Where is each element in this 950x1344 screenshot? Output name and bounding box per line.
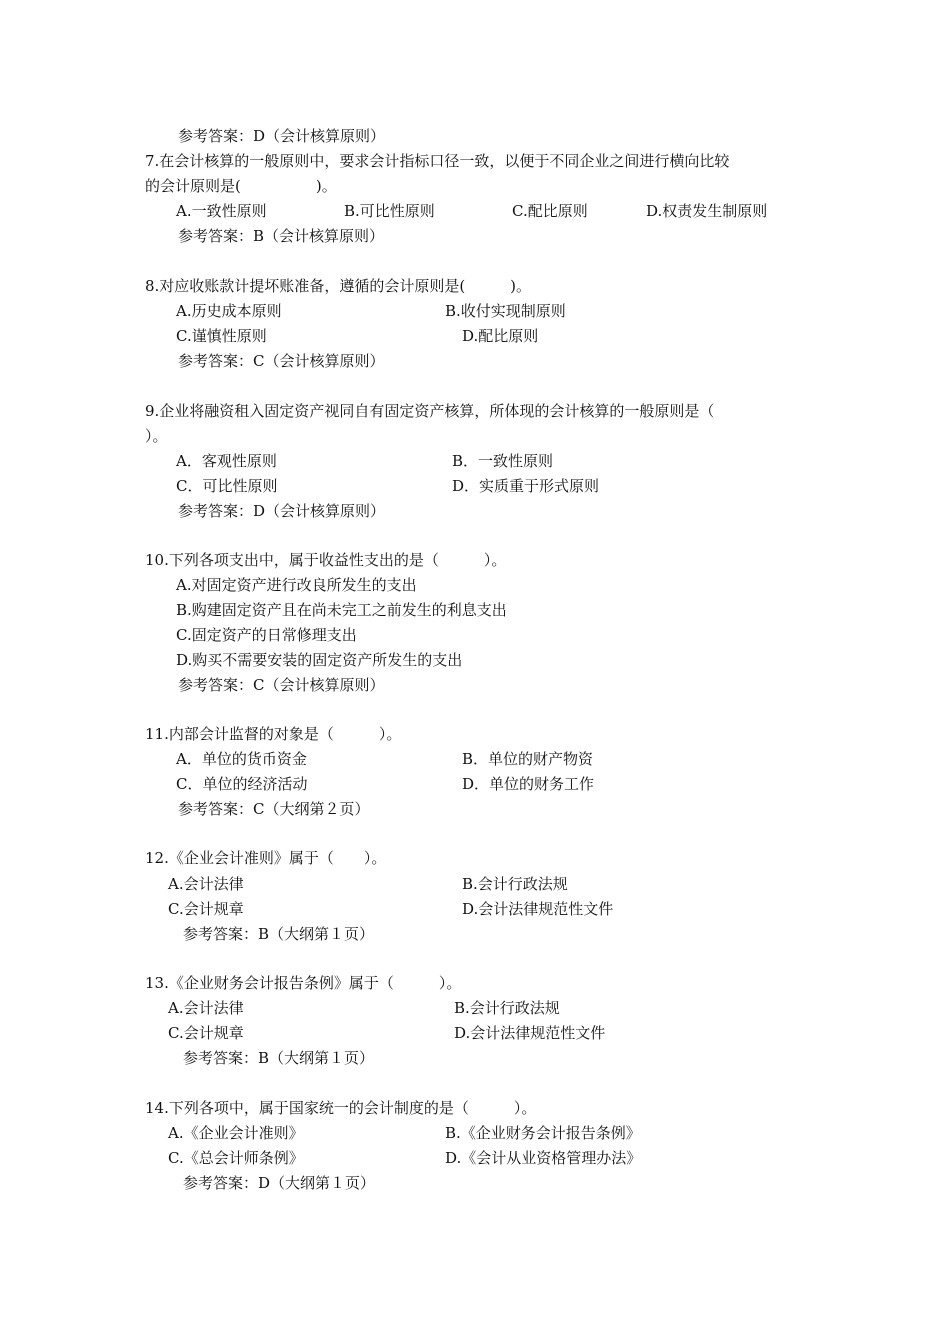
answer-q13: 参考答案：B（大纲第１页） (183, 1049, 375, 1067)
option-c-q13: C.会计规章 (168, 1024, 244, 1042)
answer-q8: 参考答案：C（会计核算原则） (178, 352, 385, 370)
option-c-q10: C.固定资产的日常修理支出 (176, 626, 357, 644)
option-d-q8: D.配比原则 (462, 327, 539, 345)
option-b-q7: B.可比性原则 (344, 202, 435, 220)
option-d-q10: D.购买不需要安装的固定资产所发生的支出 (176, 651, 463, 669)
option-c-q8: C.谨慎性原则 (176, 327, 267, 345)
option-a-q13: A.会计法律 (168, 999, 244, 1017)
option-b-q14: B.《企业财务会计报告条例》 (445, 1124, 641, 1142)
option-a-q11: A．单位的货币资金 (176, 750, 307, 768)
option-b-q13: B.会计行政法规 (454, 999, 560, 1017)
question-stem-q13: 13.《企业财务会计报告条例》属于（ ）。 (145, 974, 462, 992)
option-d-q13: D.会计法律规范性文件 (454, 1024, 606, 1042)
option-b-q9: B．一致性原则 (452, 452, 554, 470)
answer-q11: 参考答案：C（大纲第２页） (178, 800, 370, 818)
answer-q14: 参考答案：D（大纲第１页） (183, 1174, 376, 1192)
question-stem-q9: 9.企业将融资租入固定资产视同自有固定资产核算，所体现的会计核算的一般原则是（ (145, 402, 715, 420)
answer-q12: 参考答案：B（大纲第１页） (183, 925, 375, 943)
option-c-q12: C.会计规章 (168, 900, 244, 918)
option-a-q10: A.对固定资产进行改良所发生的支出 (176, 576, 417, 594)
answer-q6: 参考答案：D（会计核算原则） (178, 127, 386, 145)
question-stem-q10: 10.下列各项支出中，属于收益性支出的是（ ）。 (145, 551, 507, 569)
option-d-q7: D.权责发生制原则 (646, 202, 768, 220)
option-a-q8: A.历史成本原则 (176, 302, 282, 320)
answer-q9: 参考答案：D（会计核算原则） (178, 502, 386, 520)
option-c-q7: C.配比原则 (512, 202, 588, 220)
option-c-q14: C.《总会计师条例》 (168, 1149, 304, 1167)
question-stem-q12: 12.《企业会计准则》属于（ ）。 (145, 849, 387, 867)
question-stem-q7: 7.在会计核算的一般原则中，要求会计指标口径一致，以便于不同企业之间进行横向比较 (145, 152, 730, 170)
option-a-q7: A.一致性原则 (176, 202, 267, 220)
option-b-q8: B.收付实现制原则 (445, 302, 566, 320)
option-c-q11: C．单位的经济活动 (176, 775, 308, 793)
option-d-q11: D．单位的财务工作 (462, 775, 595, 793)
option-a-q9: A．客观性原则 (176, 452, 277, 470)
question-stem-q8: 8.对应收账款计提坏账准备，遵循的会计原则是( )。 (145, 277, 532, 295)
option-c-q9: C．可比性原则 (176, 477, 278, 495)
answer-q7: 参考答案：B（会计核算原则） (178, 227, 385, 245)
option-b-q10: B.购建固定资产且在尚未完工之前发生的利息支出 (176, 601, 507, 619)
option-b-q11: B．单位的财产物资 (462, 750, 594, 768)
option-d-q14: D.《会计从业资格管理办法》 (445, 1149, 642, 1167)
question-stem-q7-cont: 的会计原则是( )。 (145, 177, 337, 195)
question-stem-q11: 11.内部会计监督的对象是（ ）。 (145, 725, 402, 743)
option-a-q12: A.会计法律 (168, 875, 244, 893)
option-d-q12: D.会计法律规范性文件 (462, 900, 614, 918)
option-d-q9: D．实质重于形式原则 (452, 477, 600, 495)
question-stem-q9-cont: ）。 (145, 427, 168, 445)
answer-q10: 参考答案：C（会计核算原则） (178, 676, 385, 694)
option-a-q14: A.《企业会计准则》 (168, 1124, 304, 1142)
question-stem-q14: 14.下列各项中，属于国家统一的会计制度的是（ ）。 (145, 1099, 537, 1117)
option-b-q12: B.会计行政法规 (462, 875, 568, 893)
